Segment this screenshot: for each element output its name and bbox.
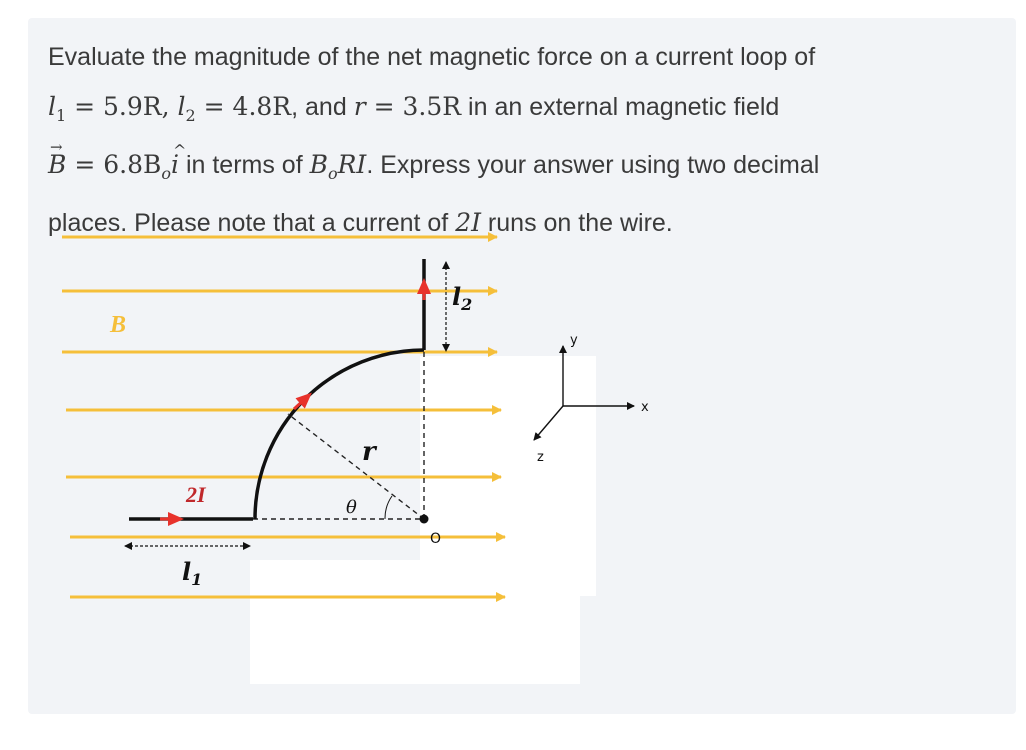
z-axis-label: z [537, 450, 544, 465]
current-wire [129, 259, 424, 519]
question-line-2: $l_1 = 5.9R$, $l_2 = 4.8R$, and r = 3.5R in an external magnetic field [48, 92, 780, 125]
l2-label: $l_2$ [452, 282, 473, 314]
question-line-1: Evaluate the magnitude of the net magnetic force on a current loop of [48, 43, 816, 71]
field-label-B: B [110, 312, 127, 338]
theta-label: θ [346, 497, 357, 518]
z-axis [534, 406, 563, 440]
l1-label: $l_1$ [182, 557, 203, 589]
theta-arc [385, 496, 392, 519]
question-line-3: → $B = 6.8B_o\^{}$ i in terms of $B_oRI$. Express your answer using two decimal [48, 140, 968, 198]
coordinate-axes [534, 346, 634, 440]
origin-label: O [430, 531, 442, 547]
question-line-4: places. Please note that a current of 2I runs on the wire. [48, 208, 673, 237]
x-axis-label: x [641, 400, 649, 415]
wire-arc [255, 350, 424, 519]
current-arrow-arc [294, 398, 306, 409]
radius-label: r [362, 437, 376, 467]
center-point [420, 515, 429, 524]
current-label: 2I [186, 482, 206, 507]
y-axis-label: y [570, 333, 578, 348]
